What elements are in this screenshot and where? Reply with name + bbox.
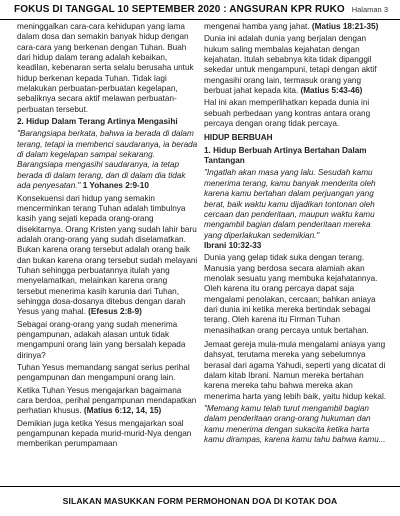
paragraph — [17, 194, 199, 318]
quote-text: "Memang kamu telah turut mengambil bagian dalam penderitaan orang-orang hukuman dan kamu menerima dengan sukacita ketika harta kamu dirampas, karena kamu tahu bahwa kamu... — [204, 404, 386, 445]
verse-reference: (Matius 6:12, 14, 15) — [83, 406, 162, 416]
left-column — [17, 22, 199, 452]
footer-text: SILAKAN MASUKKAN FORM PERMOHONAN DOA DI KOTAK DOA — [62, 496, 338, 506]
verse-reference: (Matius 18:21-35) — [311, 22, 379, 31]
page-footer — [0, 486, 400, 516]
scripture-quote — [17, 129, 199, 191]
section-heading — [204, 146, 390, 167]
paragraph — [204, 22, 390, 32]
section-heading — [17, 117, 199, 127]
heading-text: 1. Hidup Berbuah Artinya Bertahan Dalam Tantangan — [204, 145, 367, 166]
page-header — [0, 0, 400, 20]
section-title — [204, 133, 390, 143]
paragraph: Hal ini akan memperlihatkan kepada dunia ini sebuah perbedaan yang kontras antara orang percaya dengan orang tidak percaya. — [204, 98, 371, 129]
scripture-quote — [204, 168, 390, 251]
paragraph — [17, 386, 199, 417]
section-title-text: HIDUP BERBUAH — [204, 133, 273, 143]
paragraph-text: Konsekuensi dari hidup yang semakin mencerminkan terang Tuhan adalah timbulnya kasih yang sejati kepada orang-orang disekitarnya. Orang Kristen yang sudah lahir baru adalah orang-orang yang sudah diselamatkan. Bukan karena orang tersebut adalah orang baik dan bukan karena orang tersebut sudah melayani Tuhan sehingga perbuatannya itulah yang menyelamatkan, melainkan karena orang tersebut menerima kasih karunia dari Tuhan, sehingga dosa-dosanya ditebus dengan darah Yesus yang mahal. — [17, 193, 198, 317]
verse-reference: (Matius 5:43-46) — [300, 86, 363, 96]
paragraph: Jemaat gereja mula-mula mengalami aniaya yang dahsyat, terutama mereka yang sebelumnya berasal dari agama Yahudi, seperti yang dicatat di dalam kitab Ibrani. Namun mereka bertahan karena mereka tahu bahwa mereka akan menerima harta yang lebih baik, yaitu hidup kekal. — [204, 339, 387, 401]
right-column — [204, 22, 390, 447]
quote-reference: Ibrani 10:32-33 — [204, 240, 262, 250]
paragraph-text: Dunia ini adalah dunia yang berjalan dengan hukum saling membalas kejahatan dengan kejahatan. Itulah sebabnya kita tidak dipanggil sekedar untuk mengampuni, tetapi dengan aktif mengasihi orang lain, termasuk orang yang berbuat jahat kepada kita. — [204, 34, 377, 96]
paragraph-text: Ketika Tuhan Yesus mengajarkan bagaimana cara berdoa, perihal pengampunan mendapatkan perhatian khusus. — [17, 385, 197, 416]
quote-text: "Barangsiapa berkata, bahwa ia berada di dalam terang, tetapi ia membenci saudaranya, ia berada di dalam kegelapan sampai sekarang. Barangsiapa mengasihi saudaranya, ia tetap berada di dalam terang, dan di dalam dia tidak ada penyesatan." — [17, 129, 198, 191]
paragraph-text: mengenai hamba yang jahat. — [204, 22, 310, 31]
paragraph: Dunia yang gelap tidak suka dengan terang. Manusia yang berdosa secara alamiah akan menolak sesuatu yang membuka kejahatannya. Oleh karena itu orang percaya dapat saja mengalami penolakan, cercaan; bahkan aniaya dari dunia ini ketika mereka bertindak sebagai terang. Oleh karena itu Firman Tuhan menasihatkan orang percaya untuk bertahan. — [204, 253, 378, 335]
paragraph: Demikian juga ketika Yesus mengajarkan soal pengampunan kepada murid-murid-Nya dengan memberikan perumpamaan — [17, 418, 192, 449]
verse-reference: (Efesus 2:8-9) — [88, 307, 142, 317]
paragraph — [204, 34, 390, 96]
heading-text: 2. Hidup Dalam Terang Artinya Mengasihi — [17, 117, 178, 127]
scripture-quote — [204, 404, 390, 445]
quote-reference: 1 Yohanes 2:9-10 — [82, 181, 149, 191]
header-title: FOKUS DI TANGGAL 10 SEPTEMBER 2020 : ANGSURAN KPR RUKO — [14, 4, 345, 15]
page-number: Halaman 3 — [351, 5, 388, 14]
paragraph: meninggalkan cara-cara kehidupan yang lama dalam dosa dan semakin banyak hidup dengan cara-cara yang berkenan dengan Tuhan. Buah dari hidup dalam terang adalah kebaikan, keadilan, kebenaran serta selalu berusaha untuk hidup berkenan kepada Tuhan. Tidak lagi melakukan perbuatan-perbuatan kegelapan, sebaliknya secara aktif melawan perbuatan-perbuatan tersebut. — [17, 22, 194, 114]
paragraph: Sebagai orang-orang yang sudah menerima pengampunan, adakah alasan untuk tidak mengampuni orang lain yang bersalah kepada dirinya? — [17, 319, 186, 360]
paragraph: Tuhan Yesus memandang sangat serius perihal pengampunan dan mengampuni orang lain. — [17, 363, 190, 383]
quote-text: "Ingatlah akan masa yang lalu. Sesudah kamu menerima terang, kamu banyak menderita oleh karena kamu bertahan dalam perjuangan yang berat, baik waktu kamu dijadikan tontonan oleh cercaan dan penderitaan, maupun waktu kamu mengambil bagian dalam penderitaan mereka yang diperlakukan sedemikian." — [204, 168, 376, 240]
